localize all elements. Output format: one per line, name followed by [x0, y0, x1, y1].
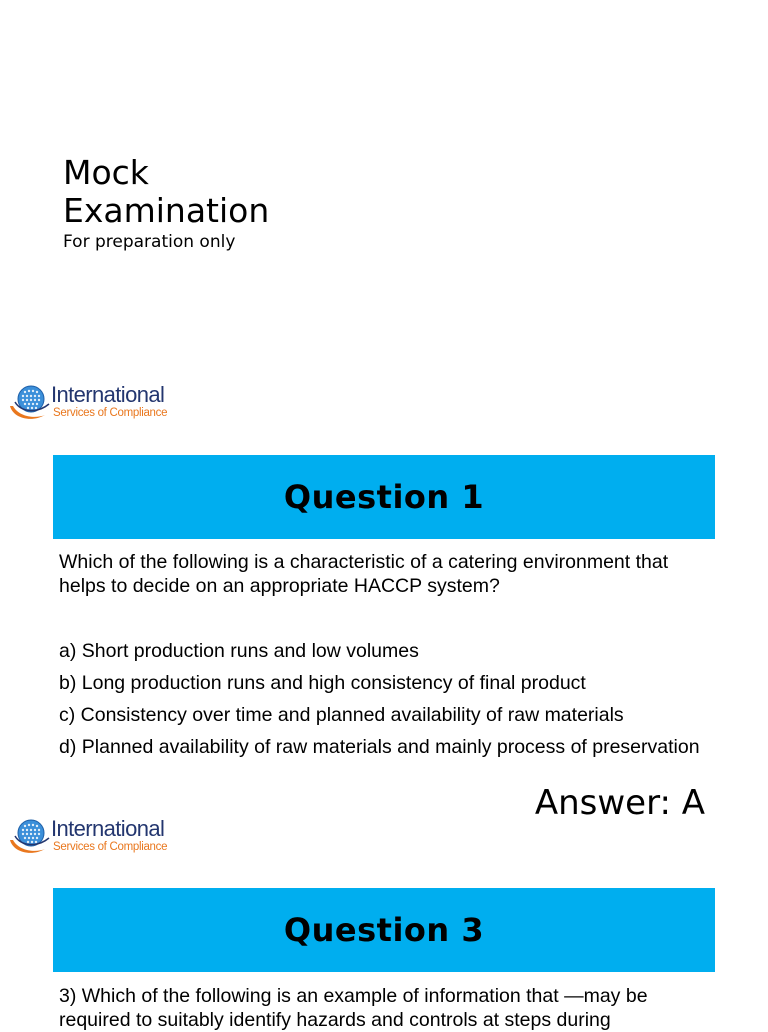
question-3-banner — [53, 888, 715, 972]
question-1-banner — [53, 455, 715, 539]
slide-title — [63, 154, 269, 230]
globe-logo-icon — [7, 816, 53, 858]
option-c: c) Consistency over time and planned availability of raw materials — [59, 704, 624, 726]
slide-subtitle: For preparation only — [63, 232, 236, 252]
question-1-options — [59, 639, 719, 767]
option-b: b) Long production runs and high consistency of final product — [59, 672, 586, 694]
question-1-text: Which of the following is a characteristic of a catering environment that helps to decide on an appropriate HACCP system? — [59, 551, 669, 597]
question-3-text: 3) Which of the following is an example of information that —may be required to suitably identify hazards and controls at steps during — [59, 985, 648, 1031]
option-a: a) Short production runs and low volumes — [59, 640, 419, 662]
company-logo-2 — [7, 816, 183, 858]
question-1-heading: Question 1 — [283, 478, 485, 516]
logo-brand-sub: Services of Compliance — [53, 841, 168, 853]
logo-brand-sub: Services of Compliance — [53, 407, 168, 419]
question-3-heading: Question 3 — [283, 911, 485, 949]
question-1-answer: Answer: A — [534, 783, 705, 823]
company-logo — [7, 382, 183, 424]
title-slide — [0, 0, 768, 370]
title-line-1: Mock — [63, 153, 149, 192]
logo-brand-main: International — [51, 382, 165, 407]
globe-logo-icon — [7, 382, 53, 424]
logo-brand-main: International — [51, 816, 165, 841]
title-block — [63, 154, 269, 253]
title-line-2: Examination — [63, 191, 270, 230]
option-d: d) Planned availability of raw materials and mainly process of preservation — [59, 736, 700, 758]
